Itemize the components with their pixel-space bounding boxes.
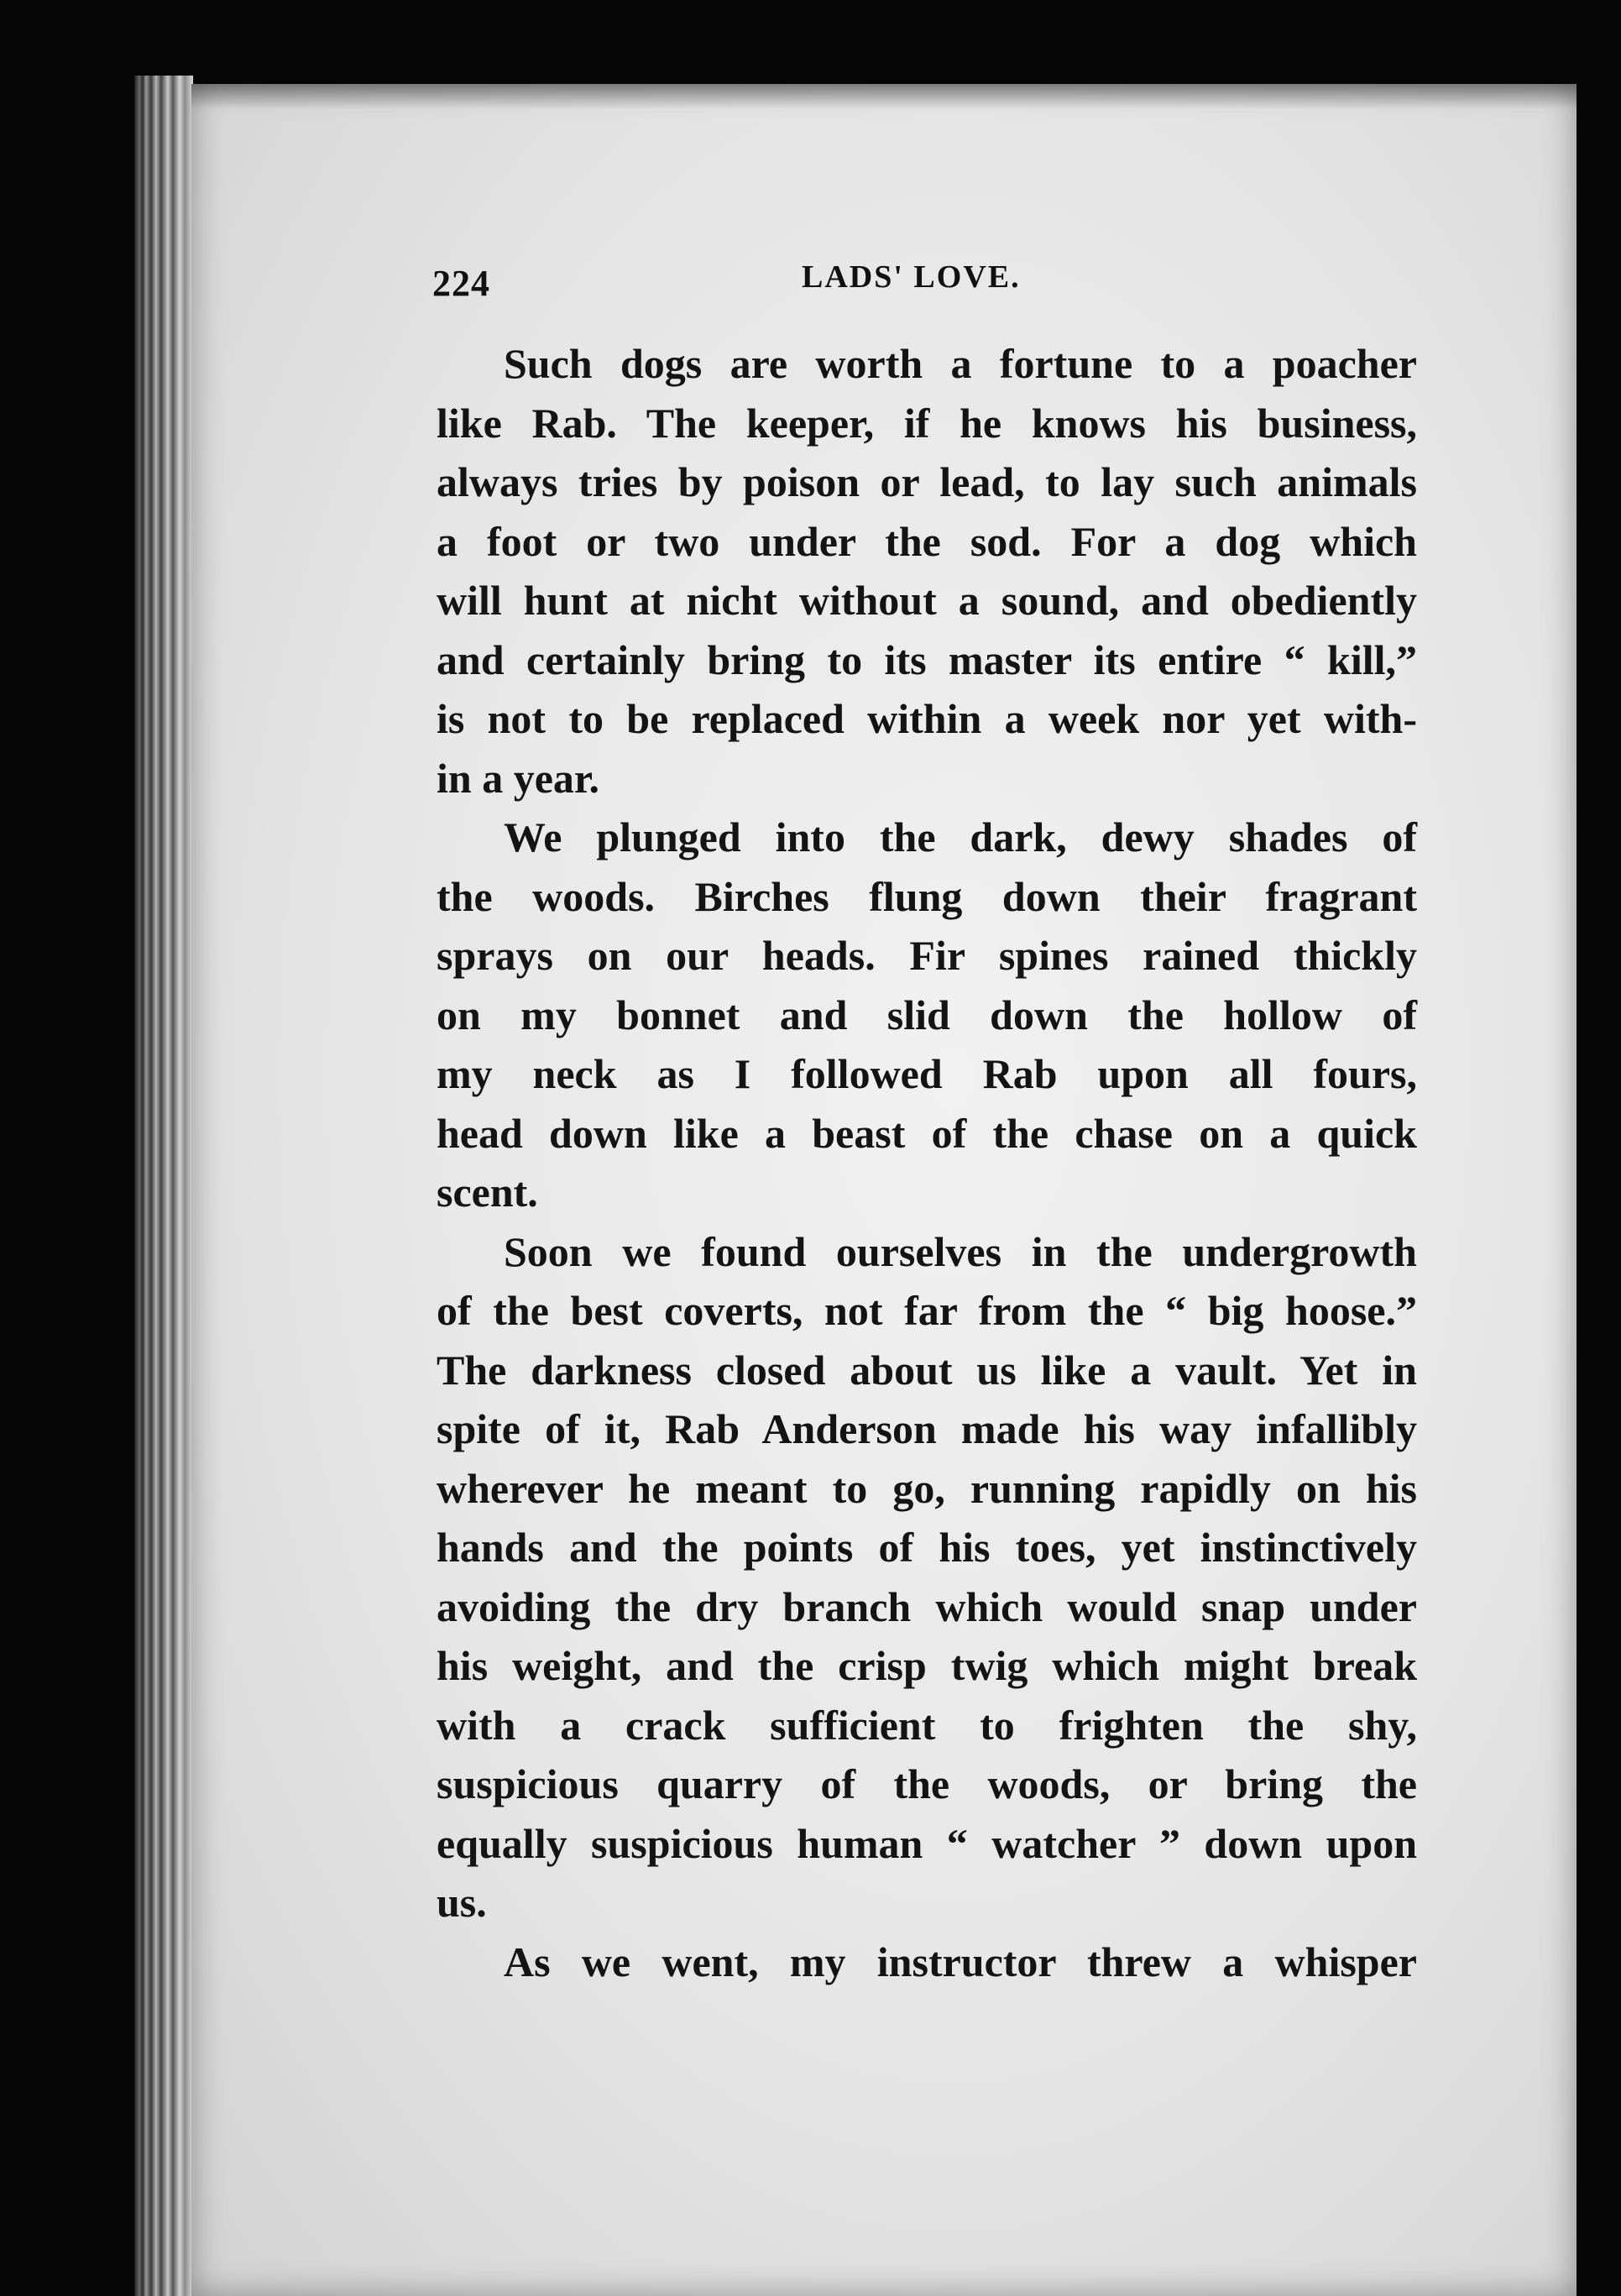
text-line: equally suspicious human “ watcher ” down upon — [437, 1819, 1417, 1867]
text-line: As we went, my instructor threw a whisper — [504, 1938, 1417, 1985]
text-line: his weight, and the crisp twig which might break — [437, 1642, 1417, 1689]
text-line: suspicious quarry of the woods, or bring the — [437, 1760, 1417, 1807]
page-header — [432, 252, 1423, 311]
text-line: The darkness closed about us like a vault. Yet in — [437, 1346, 1417, 1394]
text-line: avoiding the dry branch which would snap under — [437, 1582, 1417, 1630]
text-line: the woods. Birches flung down their fragrant — [437, 872, 1417, 920]
text-line: and certainly bring to its master its entire “ kill,” — [437, 635, 1417, 683]
body-text — [437, 334, 1417, 1991]
text-line: a foot or two under the sod. For a dog which — [437, 517, 1417, 565]
text-line: will hunt at nicht without a sound, and obediently — [437, 577, 1417, 624]
paragraph — [437, 334, 1417, 808]
page-edges — [134, 76, 193, 2296]
text-line: on my bonnet and slid down the hollow of — [437, 991, 1417, 1038]
text-line: wherever he meant to go, running rapidly on his — [437, 1464, 1417, 1512]
paragraph — [437, 1222, 1417, 1933]
text-line: hands and the points of his toes, yet instinctively — [437, 1524, 1417, 1571]
running-head: LADS' LOVE. — [802, 259, 1021, 295]
text-line: of the best coverts, not far from the “ big hoose.” — [437, 1287, 1417, 1334]
text-line: head down like a beast of the chase on a quick — [437, 1109, 1417, 1157]
paragraph — [437, 808, 1417, 1222]
text-line: scent. — [437, 1169, 538, 1216]
text-line: with a crack sufficient to frighten the shy, — [437, 1701, 1417, 1749]
page-shadow — [191, 84, 1577, 109]
text-line: is not to be replaced within a week nor yet with- — [437, 695, 1417, 742]
text-line: in a year. — [437, 754, 599, 802]
text-line: We plunged into the dark, dewy shades of — [504, 813, 1417, 860]
text-line: Soon we found ourselves in the undergrowth — [504, 1227, 1417, 1275]
text-line: my neck as I followed Rab upon all fours, — [437, 1050, 1417, 1097]
text-line: spite of it, Rab Anderson made his way infallibly — [437, 1405, 1417, 1452]
text-line: us. — [437, 1879, 487, 1926]
page-number: 224 — [432, 263, 490, 304]
text-line: always tries by poison or lead, to lay such animals — [437, 458, 1417, 505]
text-line: Such dogs are worth a fortune to a poacher — [504, 340, 1417, 387]
text-line: like Rab. The keeper, if he knows his business, — [437, 399, 1417, 447]
text-line: sprays on our heads. Fir spines rained thickly — [437, 932, 1417, 979]
paragraph — [437, 1933, 1417, 1992]
